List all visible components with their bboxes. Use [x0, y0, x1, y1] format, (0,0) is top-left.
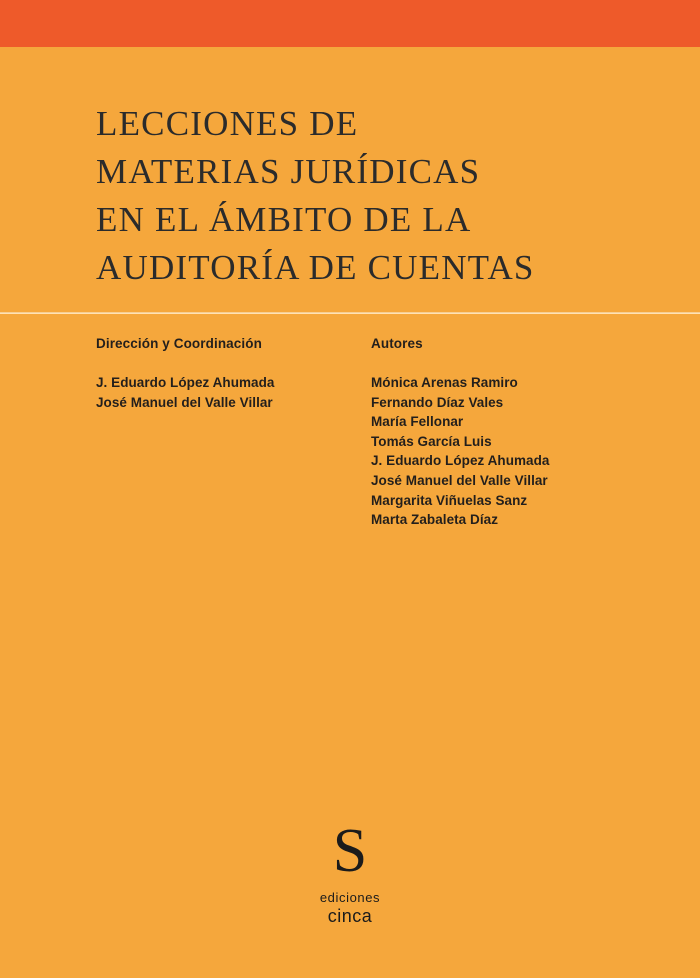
title-line-3: EN EL ÁMBITO DE LA	[96, 200, 472, 239]
credits-section	[96, 336, 656, 530]
publisher-mark-icon: S	[332, 817, 368, 885]
page-title	[96, 100, 656, 292]
list-item: Fernando Díaz Vales	[371, 394, 504, 410]
top-color-band	[0, 0, 700, 47]
list-item: J. Eduardo López Ahumada	[96, 375, 275, 390]
list-item: Tomás García Luis	[371, 433, 492, 449]
publisher-name-line2: cinca	[327, 906, 373, 926]
authors-heading: Autores	[371, 336, 423, 351]
list-item: Marta Zabaleta Díaz	[371, 512, 498, 528]
direction-column	[96, 336, 371, 530]
authors-column	[371, 336, 656, 530]
list-item: María Fellonar	[371, 414, 464, 430]
direction-heading: Dirección y Coordinación	[96, 336, 262, 351]
title-line-4: AUDITORÍA DE CUENTAS	[96, 248, 535, 287]
title-line-1: LECCIONES DE	[96, 104, 359, 143]
list-item: J. Eduardo López Ahumada	[371, 453, 550, 469]
list-item: José Manuel del Valle Villar	[371, 472, 548, 488]
divider-rule-secondary	[0, 313, 700, 314]
publisher-name-line1: ediciones	[319, 890, 381, 905]
list-item: Mónica Arenas Ramiro	[371, 375, 518, 390]
list-item: José Manuel del Valle Villar	[96, 394, 273, 410]
list-item: Margarita Viñuelas Sanz	[371, 492, 528, 508]
title-line-2: MATERIAS JURÍDICAS	[96, 152, 481, 191]
publisher-logo	[0, 817, 700, 927]
